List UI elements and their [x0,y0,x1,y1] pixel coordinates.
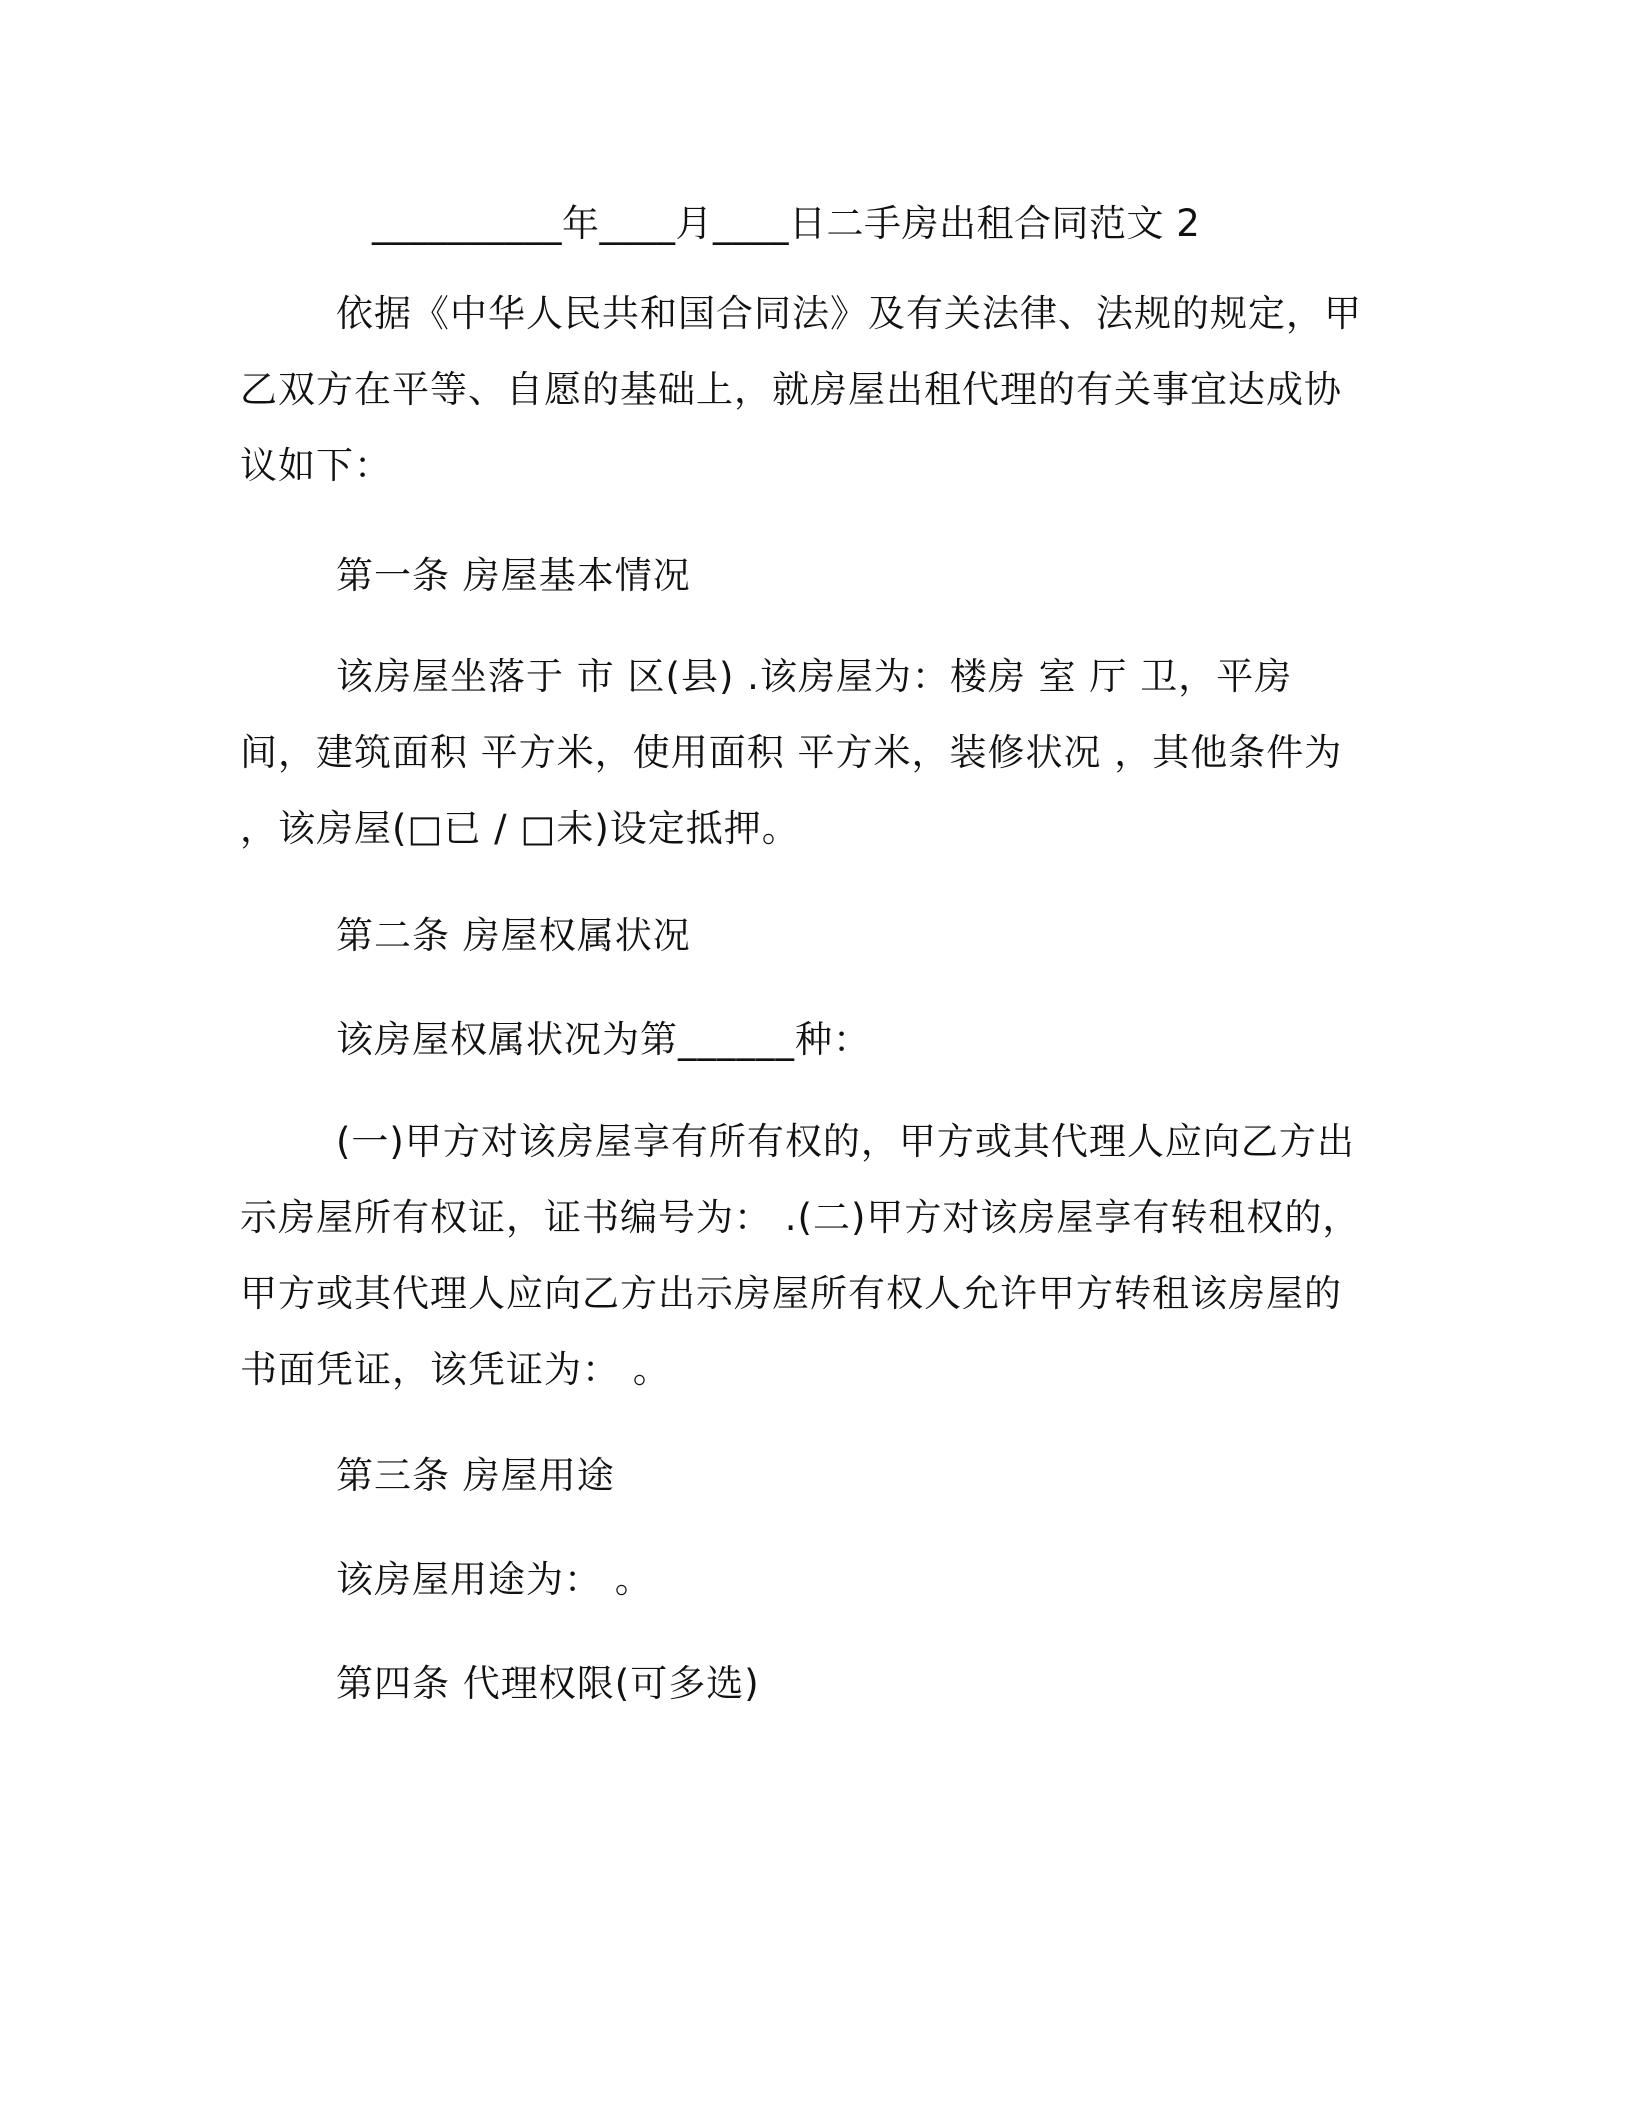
article1-body: 该房屋坐落于 市 区(县) .该房屋为：楼房 室 厅 卫，平房 间，建筑面积 平方米，使用面积 平方米，装修状况 ，其他条件为 ，该房屋(□已 / □未)设定抵押。 [240,655,1356,850]
article2-body: (一)甲方对该房屋享有所有权的，甲方或其代理人应向乙方出示房屋所有权证，证书编号为： .(二)甲方对该房屋享有转租权的，甲方或其代理人应向乙方出示房屋所有权人允许甲方转租该房屋的书面凭证，该凭证为： 。 [240,1120,1361,1391]
article4-heading: 第四条 代理权限(可多选) [336,1662,760,1705]
article2-heading: 第二条 房屋权属状况 [336,914,691,957]
article3-heading: 第三条 房屋用途 [336,1454,615,1497]
article1-heading: 第一条 房屋基本情况 [336,554,691,597]
document-title: __________年____月____日二手房出租合同范文 2 [372,202,1201,245]
intro-paragraph: 依据《中华人民共和国合同法》及有关法律、法规的规定，甲乙双方在平等、自愿的基础上，就房屋出租代理的有关事宜达成协议如下： [240,292,1362,487]
article2-line: 该房屋权属状况为第______种： [336,1018,871,1061]
article3-line: 该房屋用途为： 。 [336,1558,653,1601]
